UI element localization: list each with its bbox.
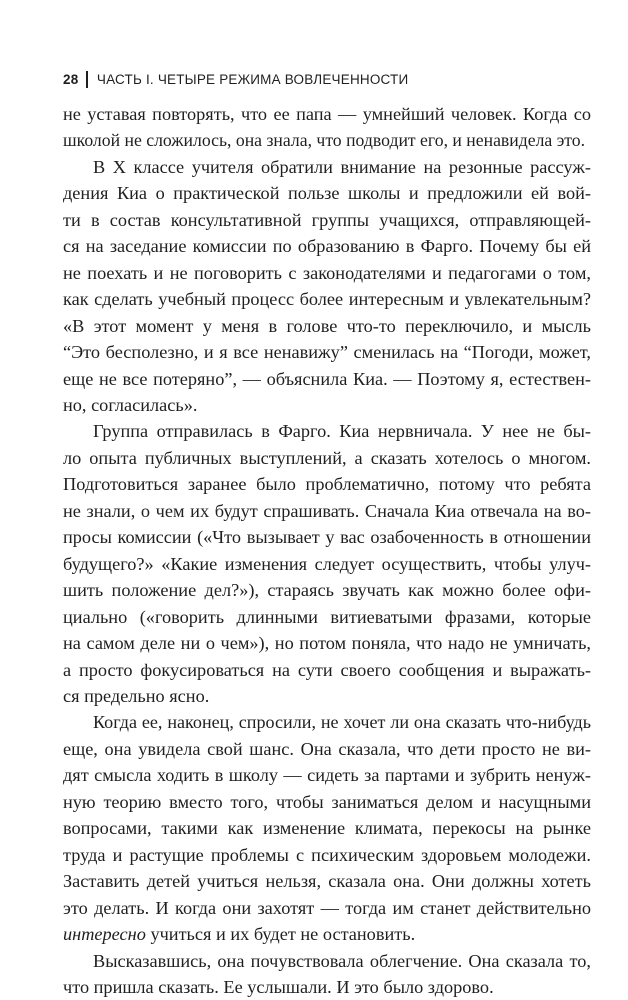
paragraph-3 — [63, 418, 591, 709]
text-line: “Это бесполезно, и я все ненавижу” сменилась на “Погоди, может, — [63, 342, 591, 363]
text-line: просы комиссии («Что вызывает у вас озабоченность в отношении — [63, 527, 591, 548]
text-line: Когда ее, наконец, спросили, не хочет ли она сказать что-нибудь — [93, 712, 591, 733]
text-line: ло опыта публичных выступлений, а сказать хотелось о многом. — [63, 447, 591, 468]
text-line: ную теорию вместо того, чтобы заниматься делом и насущными — [63, 791, 591, 812]
page-number: 28 — [63, 72, 79, 87]
paragraph-2 — [63, 154, 591, 419]
text-line: Высказавшись, она почувствовала облегчение. Она сказала то, — [93, 950, 591, 971]
text-line: ся предельно ясно. — [63, 685, 210, 706]
text-line: но, согласилась». — [63, 394, 198, 415]
text-line: не поехать и не поговорить с законодателями и педагогами о том, — [63, 262, 591, 283]
text-line: вопросами, такими как изменение климата, перекосы на рынке — [63, 818, 591, 839]
text-line: что пришла сказать. Ее услышали. И это было здорово. — [63, 976, 494, 997]
paragraph-1 — [63, 101, 591, 154]
text-line: на самом деле ни о чем»), но потом поняла, что надо не умничать, — [63, 633, 591, 654]
text-line: как сделать учебный процесс более интересным и увлекательным? — [63, 289, 591, 310]
text-line: Заставить детей учиться нельзя, сказала она. Они должны хотеть — [63, 871, 591, 892]
text-line: труда и растущие проблемы с психическим здоровьем молодежи. — [63, 844, 591, 865]
body-text — [63, 101, 591, 1000]
header-divider — [86, 71, 88, 88]
text-line: еще, она увидела свой шанс. Она сказала, что дети просто не ви- — [63, 738, 591, 759]
italic-emphasis: интересно — [63, 924, 146, 945]
text-line: В X классе учителя обратили внимание на резонные рассуж- — [93, 156, 591, 177]
text-line: «В этот момент у меня в голове что-то переключило, и мысль — [63, 315, 591, 336]
paragraph-5 — [63, 948, 591, 1000]
text-line: не знали, о чем их будут спрашивать. Сначала Киа отвечала на во- — [63, 500, 591, 521]
text-line: Подготовиться заранее было проблематично, потому что ребята — [63, 474, 591, 495]
text-line: это делать. И когда они захотят — тогда им станет действительно — [63, 897, 591, 918]
text-line: циально («говорить длинными витиеватыми фразами, которые — [63, 606, 591, 627]
chapter-title: ЧАСТЬ I. ЧЕТЫРЕ РЕЖИМА ВОВЛЕЧЕННОСТИ — [96, 72, 409, 87]
text-line: ся на заседание комиссии по образованию в Фарго. Почему бы ей — [63, 236, 591, 257]
text-line: не уставая повторять, что ее папа — умнейший человек. Когда со — [63, 104, 591, 124]
text-line: еще не все потеряно”, — объяснила Киа. — Поэтому я, естествен- — [63, 368, 591, 389]
text-line: школой не сложилось, она знала, что подводит его, и ненавидела это. — [63, 130, 586, 151]
text-line: будущего?» «Какие изменения следует осуществить, чтобы улуч- — [63, 553, 591, 574]
text-line — [63, 921, 591, 947]
text-run: учиться и их будет не остановить. — [145, 924, 416, 945]
text-line: а просто фокусироваться на сути своего сообщения и выражать- — [63, 659, 591, 680]
paragraph-4 — [63, 709, 591, 947]
text-line: Группа отправилась в Фарго. Киа нервничала. У нее не бы- — [93, 421, 591, 442]
text-line: дят смысла ходить в школу — сидеть за партами и зубрить ненуж- — [63, 765, 591, 786]
text-line: шить положение дел?»), стараясь звучать как можно более офи- — [63, 580, 591, 601]
text-line: дения Киа о практической пользе школы и предложили ей вой- — [63, 183, 591, 204]
text-line: ти в состав консультативной группы учащихся, отправляющей- — [63, 209, 591, 230]
running-header — [63, 71, 408, 88]
